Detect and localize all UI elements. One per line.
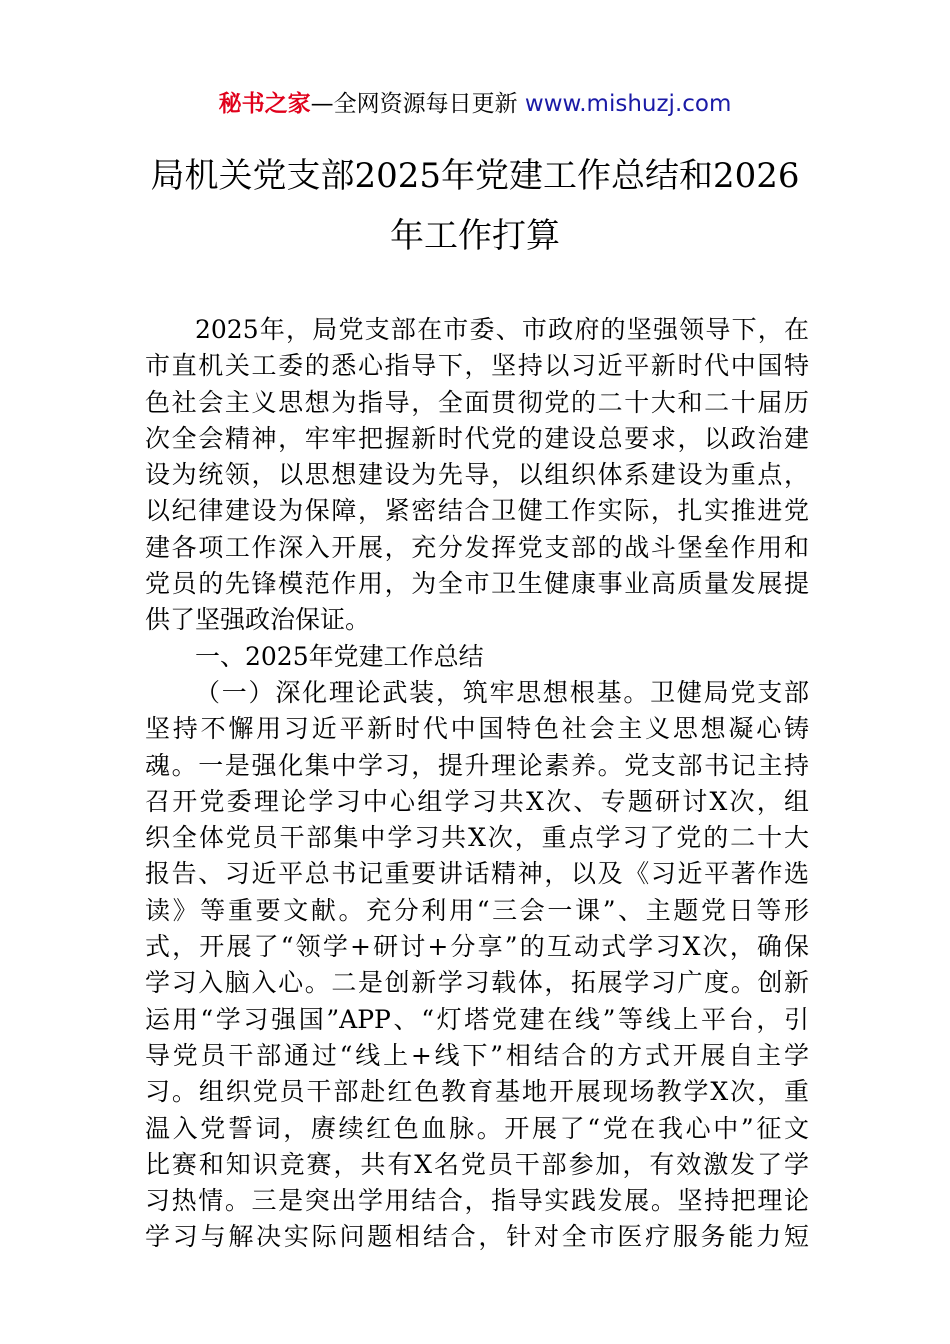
body-line: 坚持不懈用习近平新时代中国特色社会主义思想凝心铸 <box>145 714 809 744</box>
body-line: 读》等重要文献。充分利用“三会一课”、主题党日等形 <box>145 895 809 925</box>
body-line: 比赛和知识竞赛，共有X名党员干部参加，有效激发了学 <box>145 1149 809 1179</box>
body-line: 召开党委理论学习中心组学习共X次、专题研讨X次，组 <box>145 786 809 816</box>
site-url-link[interactable]: www.mishuzj.com <box>524 91 732 117</box>
section-heading: 一、2025年党建工作总结 <box>195 641 484 671</box>
body-line: 市直机关工委的悉心指导下，坚持以习近平新时代中国特 <box>145 351 809 381</box>
body-line: 习。组织党员干部赴红色教育基地开展现场教学X次，重 <box>145 1077 809 1107</box>
body-line: 学习入脑入心。二是创新学习载体，拓展学习广度。创新 <box>145 968 809 998</box>
body-line: （一）深化理论武装，筑牢思想根基。卫健局党支部 <box>195 677 809 707</box>
body-line: 魂。一是强化集中学习，提升理论素养。党支部书记主持 <box>145 750 809 780</box>
site-brand: 秘书之家 <box>218 91 311 117</box>
document-title <box>100 146 850 266</box>
document-body <box>145 312 809 1256</box>
body-line: 学习与解决实际问题相结合，针对全市医疗服务能力短 <box>145 1222 809 1252</box>
title-line: 年工作打算 <box>390 216 560 256</box>
site-tagline: —全网资源每日更新 <box>310 91 525 117</box>
body-line: 色社会主义思想为指导，全面贯彻党的二十大和二十届历 <box>145 387 809 417</box>
body-line: 设为统领，以思想建设为先导，以组织体系建设为重点， <box>145 460 809 490</box>
body-line: 建各项工作深入开展，充分发挥党支部的战斗堡垒作用和 <box>145 532 809 562</box>
body-line: 次全会精神，牢牢把握新时代党的建设总要求，以政治建 <box>145 423 809 453</box>
body-line: 习热情。三是突出学用结合，指导实践发展。坚持把理论 <box>145 1186 809 1216</box>
body-line: 导党员干部通过“线上+线下”相结合的方式开展自主学 <box>145 1040 809 1070</box>
body-line: 以纪律建设为保障，紧密结合卫健工作实际，扎实推进党 <box>145 496 809 526</box>
body-line: 供了坚强政治保证。 <box>145 605 371 635</box>
body-line: 报告、习近平总书记重要讲话精神，以及《习近平著作选 <box>145 859 809 889</box>
site-header <box>0 88 950 120</box>
body-line: 温入党誓词，赓续红色血脉。开展了“党在我心中”征文 <box>145 1113 809 1143</box>
body-line: 党员的先锋模范作用，为全市卫生健康事业高质量发展提 <box>145 569 809 599</box>
body-line: 运用“学习强国”APP、“灯塔党建在线”等线上平台，引 <box>145 1004 809 1034</box>
body-line: 2025年，局党支部在市委、市政府的坚强领导下，在 <box>195 315 809 344</box>
title-line: 局机关党支部2025年党建工作总结和2026 <box>150 156 800 196</box>
body-line: 式，开展了“领学+研讨+分享”的互动式学习X次，确保 <box>145 932 809 962</box>
body-line: 织全体党员干部集中学习共X次，重点学习了党的二十大 <box>145 823 809 853</box>
